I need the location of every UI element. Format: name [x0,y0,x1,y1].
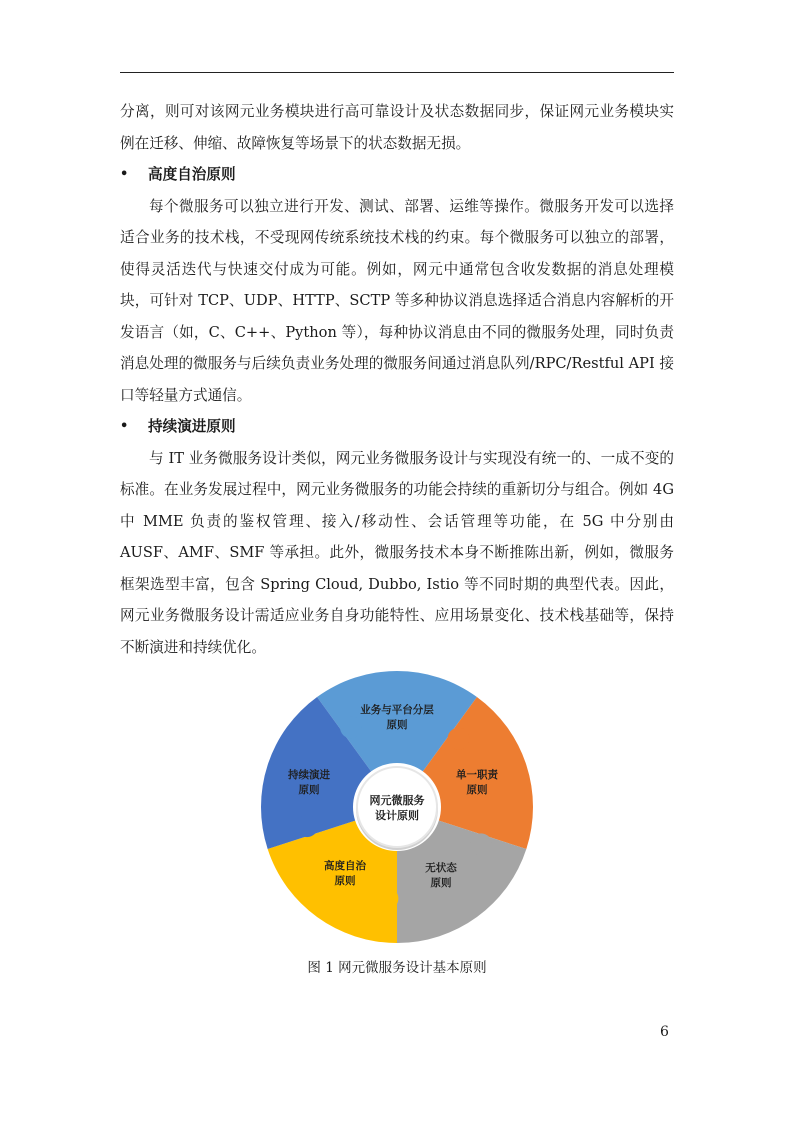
segment-label-right: 原则 [466,784,488,796]
segment-label-bottom-right: 无状态 [425,862,457,874]
segment-label-right: 单一职责 [456,769,498,781]
puzzle-knob [448,728,470,750]
puzzle-knob [470,833,492,855]
center-hub [357,767,437,847]
principles-diagram [258,668,536,946]
bullet-icon: • [120,419,129,434]
paragraph-autonomy: 每个微服务可以独立进行开发、测试、部署、运维等操作。微服务开发可以选择适合业务的技术栈，不受现网传统系统技术栈的约束。每个微服务可以独立的部署，使得灵活迭代与快速交付成为可能。例如，网元中通常包含收发数据的消息处理模块，可针对 TCP、UDP、HTTP、SCTP 等多种协议消息选择适合消息内容解析的开发语言（如，C、C++、Python 等），每种协议消息由不同的微服务处理，同时负责消息处理的微服务与后续负责业务处理的微服务间通过消息队列/RPC/Restful API 接口等轻量方式通信。 [120,197,674,404]
section-heading-evolution [120,411,674,443]
segment-label-bottom-right: 原则 [430,877,452,889]
segment-label-bottom-left: 原则 [334,875,356,887]
paragraph-continuation: 分离，则可对该网元业务模块进行高可靠设计及状态数据同步，保证网元业务模块实例在迁移、伸缩、故障恢复等场景下的状态数据无损。 [120,103,674,152]
center-label: 网元微服务 [369,794,425,807]
segment-label-top: 原则 [386,719,408,731]
puzzle-knob [296,815,318,837]
page-number: 6 [660,1024,669,1040]
segment-label-left: 持续演进 [288,769,330,781]
segment-label-top: 业务与平台分层 [360,704,434,716]
header-rule [120,72,674,73]
puzzle-knob [376,887,398,909]
paragraph-evolution: 与 IT 业务微服务设计类似，网元业务微服务设计与实现没有统一的、一成不变的标准。在业务发展过程中，网元业务微服务的功能会持续的重新切分与组合。例如 4G 中 MME 负责的鉴权管理、接入/移动性、会话管理等功能，在 5G 中分别由 AUSF、AMF、SMF 等承担。此外，微服务技术本身不断推陈出新，例如，微服务框架选型丰富，包含 Spring Cloud, Dubbo, Istio 等不同时期的典型代表。因此，网元业务微服务设计需适应业务自身功能特性、应用场景变化、技术栈基础等，保持不断演进和持续优化。 [120,449,674,656]
center-label: 设计原则 [375,809,419,822]
heading-text: 持续演进原则 [148,418,236,435]
segment-label-left: 原则 [298,784,320,796]
bullet-icon: • [120,167,129,182]
document-body [120,96,674,663]
heading-text: 高度自治原则 [148,166,236,183]
figure-caption: 图 1 网元微服务设计基本原则 [307,960,487,976]
principles-wheel [258,668,536,946]
section-heading-autonomy [120,159,674,191]
puzzle-knob [340,716,362,738]
segment-label-bottom-left: 高度自治 [324,860,366,872]
